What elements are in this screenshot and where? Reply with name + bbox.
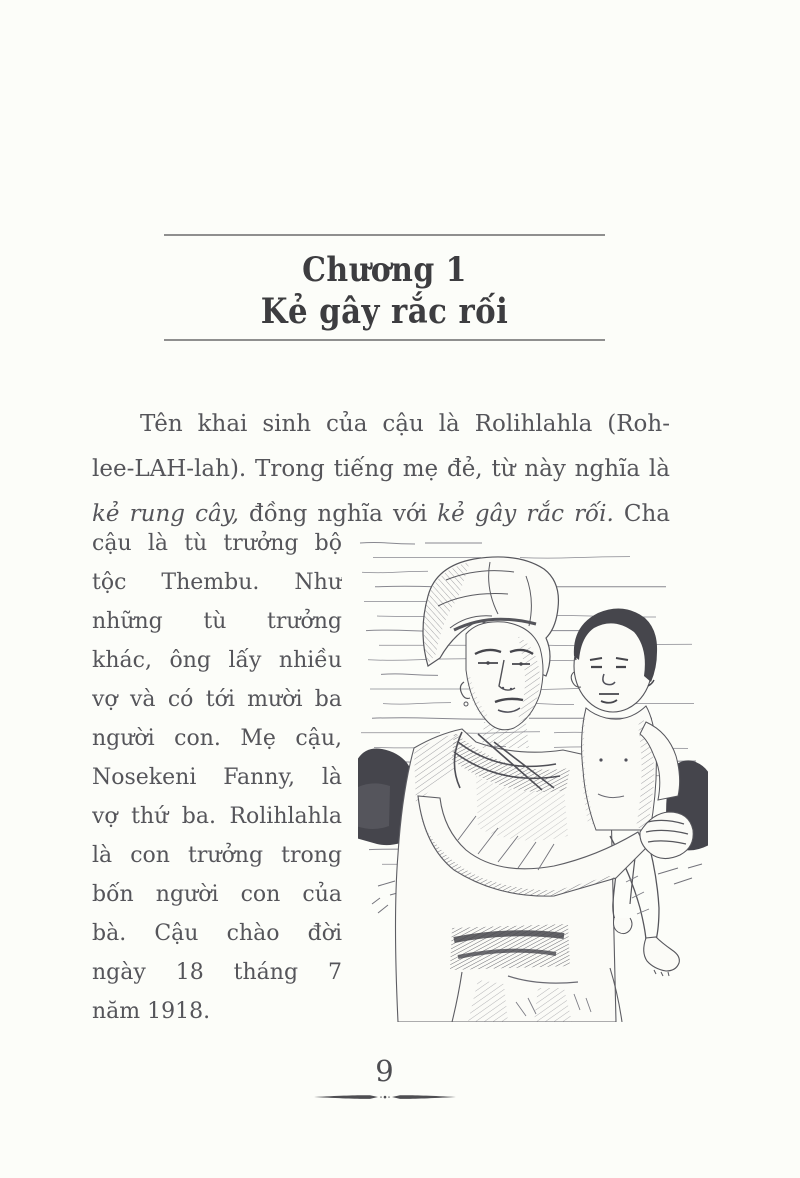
intro-line-3-italic-1: kẻ rung cây,	[92, 501, 239, 527]
column-line: khác, ông lấy nhiều	[92, 648, 342, 673]
chapter-rule-bottom	[164, 339, 605, 341]
column-line: là con trưởng trong	[92, 843, 342, 868]
intro-line-3-normal-2: Cha	[623, 501, 670, 527]
page-number: 9	[375, 1054, 394, 1088]
column-line: năm 1918.	[92, 999, 211, 1024]
mother-baby-illustration	[358, 536, 708, 1022]
chapter-kicker: Chương 1	[302, 250, 467, 290]
chapter-rule-top	[164, 234, 605, 236]
column-line: người con. Mẹ cậu,	[92, 726, 342, 751]
chapter-title: Kẻ gây rắc rối	[260, 291, 509, 332]
column-line: bốn người con của	[92, 882, 342, 907]
column-line: vợ và có tới mười ba	[92, 687, 342, 712]
intro-line-1: Tên khai sinh của cậu là Rolihlahla (Roh-	[140, 411, 670, 437]
body-column	[92, 524, 342, 1031]
intro-line-3-normal-1: đồng nghĩa với	[249, 501, 428, 527]
column-line: Nosekeni Fanny, là	[92, 765, 342, 790]
intro-line-2: lee-LAH-lah). Trong tiếng mẹ đẻ, từ này nghĩa là	[92, 456, 670, 482]
intro-line-3-italic-2: kẻ gây rắc rối.	[437, 501, 614, 527]
column-line: ngày 18 tháng 7	[92, 960, 342, 985]
column-line: những tù trưởng	[92, 609, 342, 634]
column-line: bà. Cậu chào đời	[92, 921, 342, 946]
page-divider-ornament	[312, 1091, 458, 1103]
column-line: tộc Thembu. Như	[92, 570, 342, 595]
intro-paragraph	[92, 402, 670, 537]
column-line: vợ thứ ba. Rolihlahla	[92, 804, 342, 829]
column-line: cậu là tù trưởng bộ	[92, 531, 342, 556]
